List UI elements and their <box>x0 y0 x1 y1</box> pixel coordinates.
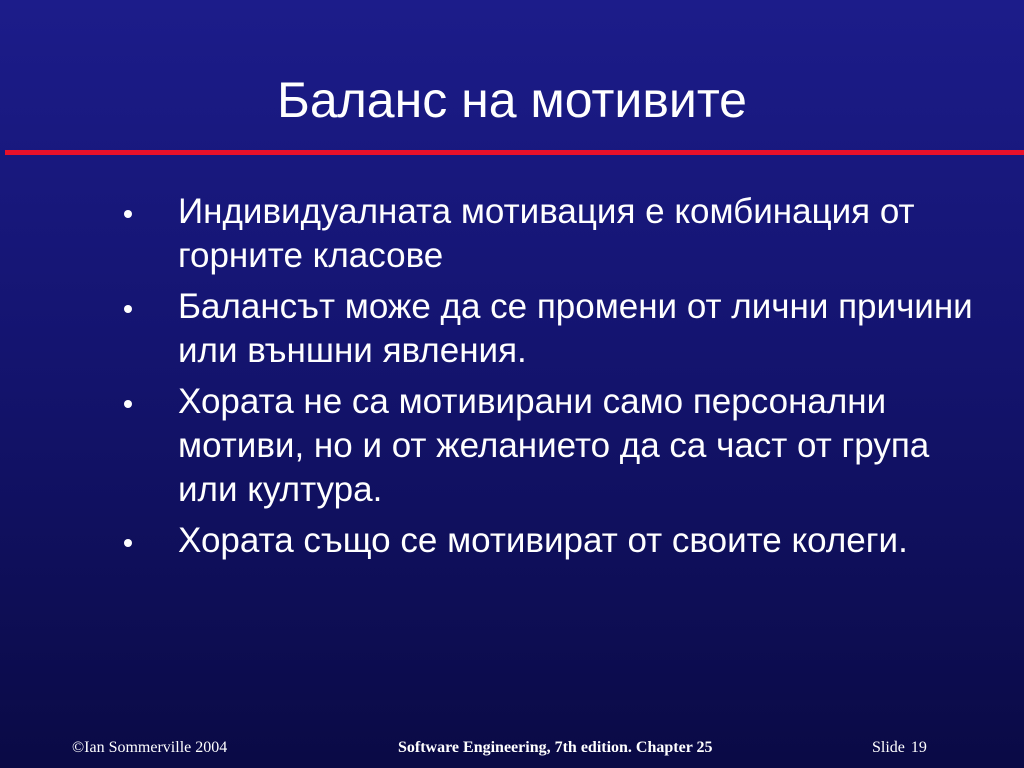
bullet-item <box>116 519 996 563</box>
bullet-dot-icon <box>124 539 132 547</box>
bullet-item <box>116 285 996 373</box>
slide-title: Баланс на мотивите <box>277 72 747 128</box>
footer-slide-number <box>872 738 927 758</box>
bullet-text: Балансът може да се промени от лични причини или външни явления. <box>178 287 973 370</box>
slide-label: Slide <box>872 739 905 756</box>
bullet-dot-icon <box>124 305 132 313</box>
bullet-item <box>116 190 996 278</box>
bullet-text: Хората също се мотивират от своите колеги. <box>178 521 908 560</box>
bullet-dot-icon <box>124 210 132 218</box>
title-divider <box>5 150 1024 155</box>
slide-number: 19 <box>910 739 927 756</box>
bullet-text: Индивидуалната мотивация е комбинация от горните класове <box>178 192 915 275</box>
footer-copyright: ©Ian Sommerville 2004 <box>72 739 228 756</box>
bullet-item <box>116 380 996 512</box>
bullet-dot-icon <box>124 400 132 408</box>
bullet-list <box>116 190 996 570</box>
bullet-text: Хората не са мотивирани само персонални мотиви, но и от желанието да са част от група или култура. <box>178 382 930 509</box>
footer-book-title: Software Engineering, 7th edition. Chapter 25 <box>398 739 713 756</box>
